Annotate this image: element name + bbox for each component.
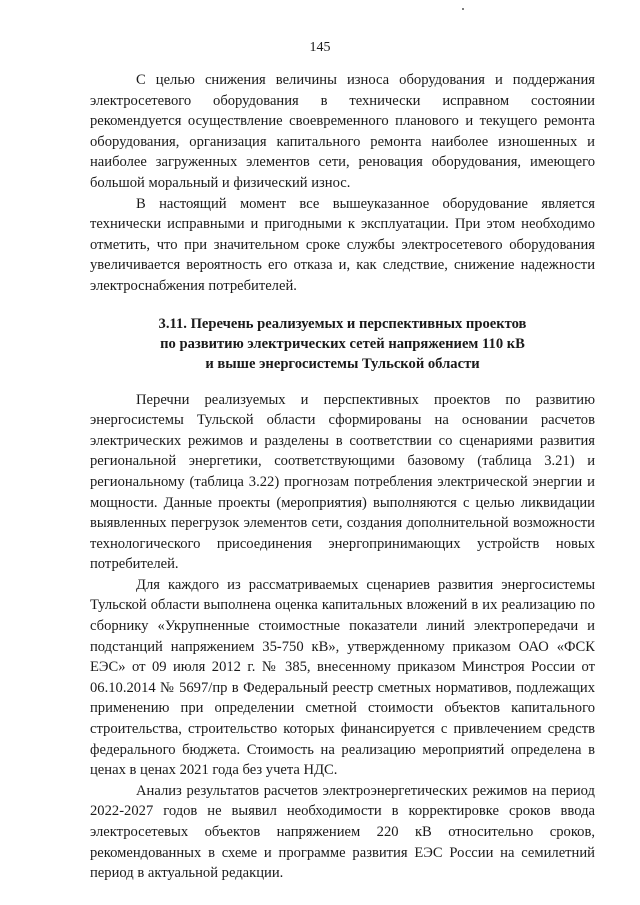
page-number: 145 — [309, 40, 331, 55]
paragraph-analysis-results: Анализ результатов расчетов электроэнергетических режимов на период 2022-2027 годов не выявил необходимости в корректировке сроков ввода электросетевых объектов напряжением 220 кВ относительно сроков, рекомендованных в схеме и программе развития ЕЭС России на семилетний период в актуальной редакции. — [90, 782, 595, 882]
section-heading — [90, 314, 595, 374]
paragraph-equipment-maintenance: С целью снижения величины износа оборудования и поддержания электросетевого оборудования в технически исправном состоянии рекомендуется осуществление своевременного планового и текущего ремонта оборудования, организация капитального ремонта наиболее изношенных и наиболее загруженных элементов сети, реновация оборудования, имеющего большой моральный и физический износ. — [90, 72, 595, 191]
section-heading-line-3: и выше энергосистемы Тульской области — [205, 355, 480, 372]
section-heading-line-1: 3.11. Перечень реализуемых и перспективных проектов — [158, 315, 527, 332]
paragraph-equipment-condition: В настоящий момент все вышеуказанное оборудование является технически исправными и пригодными к эксплуатации. При этом необходимо отметить, что при значительном сроке службы электросетевого оборудования увеличивается вероятность его отказа и, как следствие, снижение надежности электроснабжения потребителей. — [90, 195, 595, 294]
section-heading-line-2: по развитию электрических сетей напряжением 110 кВ — [160, 335, 525, 352]
page-content — [90, 70, 595, 884]
paragraph-project-lists: Перечни реализуемых и перспективных проектов по развитию энергосистемы Тульской области сформированы на основании расчетов электрических режимов и разделены в соответствии со сценариями развития региональной энергетики, соответствующими базовому (таблица 3.21) и региональному (таблица 3.22) прогнозам потребления электрической энергии и мощности. Данные проекты (мероприятия) выполняются с целью ликвидации выявленных перегрузок элементов сети, создания дополнительной возможности технологического присоединения энергопринимающих устройств новых потребителей. — [90, 391, 595, 573]
scan-dot — [462, 8, 464, 10]
paragraph-capital-investment: Для каждого из рассматриваемых сценариев развития энергосистемы Тульской области выполнена оценка капитальных вложений в их реализацию по сборнику «Укрупненные стоимостные показатели линий электропередачи и подстанций напряжением 35-750 кВ», утвержденному приказом ОАО «ФСК ЕЭС» от 09 июля 2012 г. № 385, внесенному приказом Минстроя России от 06.10.2014 № 5697/пр в Федеральный реестр сметных нормативов, подлежащих применению при определении сметной стоимости объектов капитального строительства, строительство которых финансируется с привлечением средств федерального бюджета. Стоимость на реализацию мероприятий определена в ценах в ценах 2021 года без учета НДС. — [90, 576, 595, 779]
